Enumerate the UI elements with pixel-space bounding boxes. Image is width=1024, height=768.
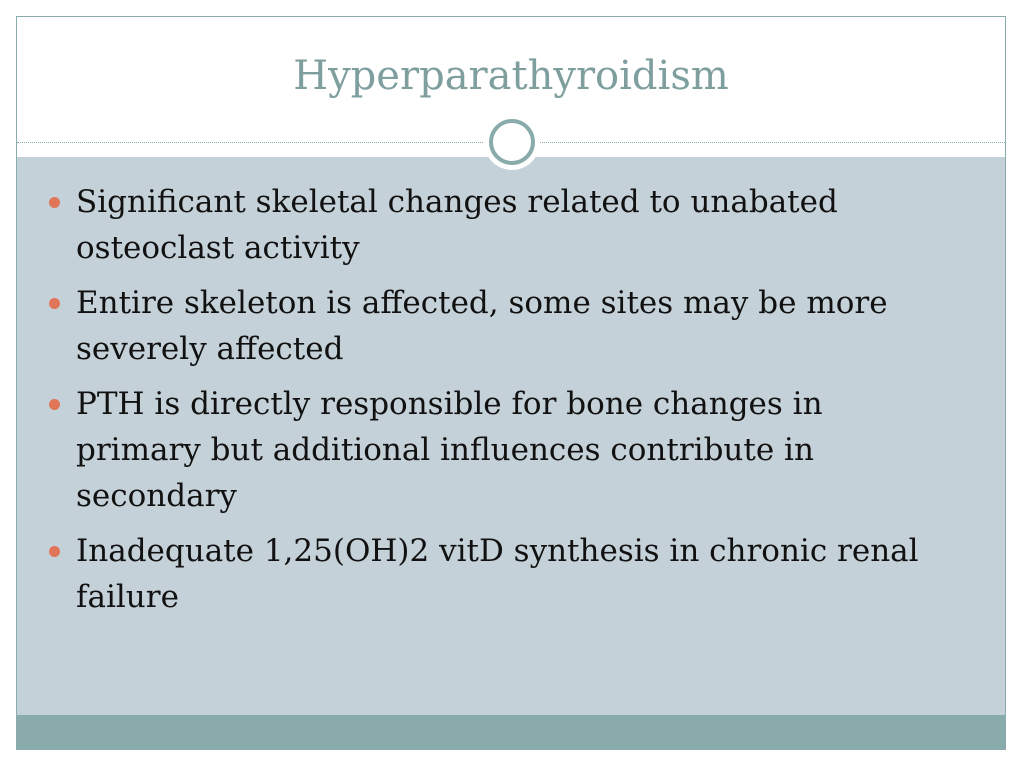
bullet-text: Inadequate 1,25(OH)2 vitD synthesis in chronic renal failure — [76, 533, 919, 615]
bullet-text: PTH is directly responsible for bone changes in primary but additional influences contribute in secondary — [76, 386, 823, 514]
bullet-text: Significant skeletal changes related to unabated osteoclast activity — [76, 184, 838, 266]
bullet-item — [49, 381, 949, 519]
bullet-text: Entire skeleton is affected, some sites may be more severely affected — [76, 285, 888, 367]
ring-inner — [489, 119, 535, 165]
slide-title: Hyperparathyroidism — [293, 53, 729, 99]
bullet-list — [49, 179, 949, 629]
footer-bar — [17, 715, 1005, 750]
bullet-dot-icon — [49, 546, 60, 557]
slide-frame — [16, 16, 1006, 750]
bullet-item — [49, 280, 949, 372]
bullet-dot-icon — [49, 298, 60, 309]
bullet-dot-icon — [49, 197, 60, 208]
bullet-dot-icon — [49, 399, 60, 410]
bullet-item — [49, 528, 949, 620]
slide-body — [17, 157, 1005, 715]
circle-ring-icon — [484, 114, 540, 170]
bullet-item — [49, 179, 949, 271]
